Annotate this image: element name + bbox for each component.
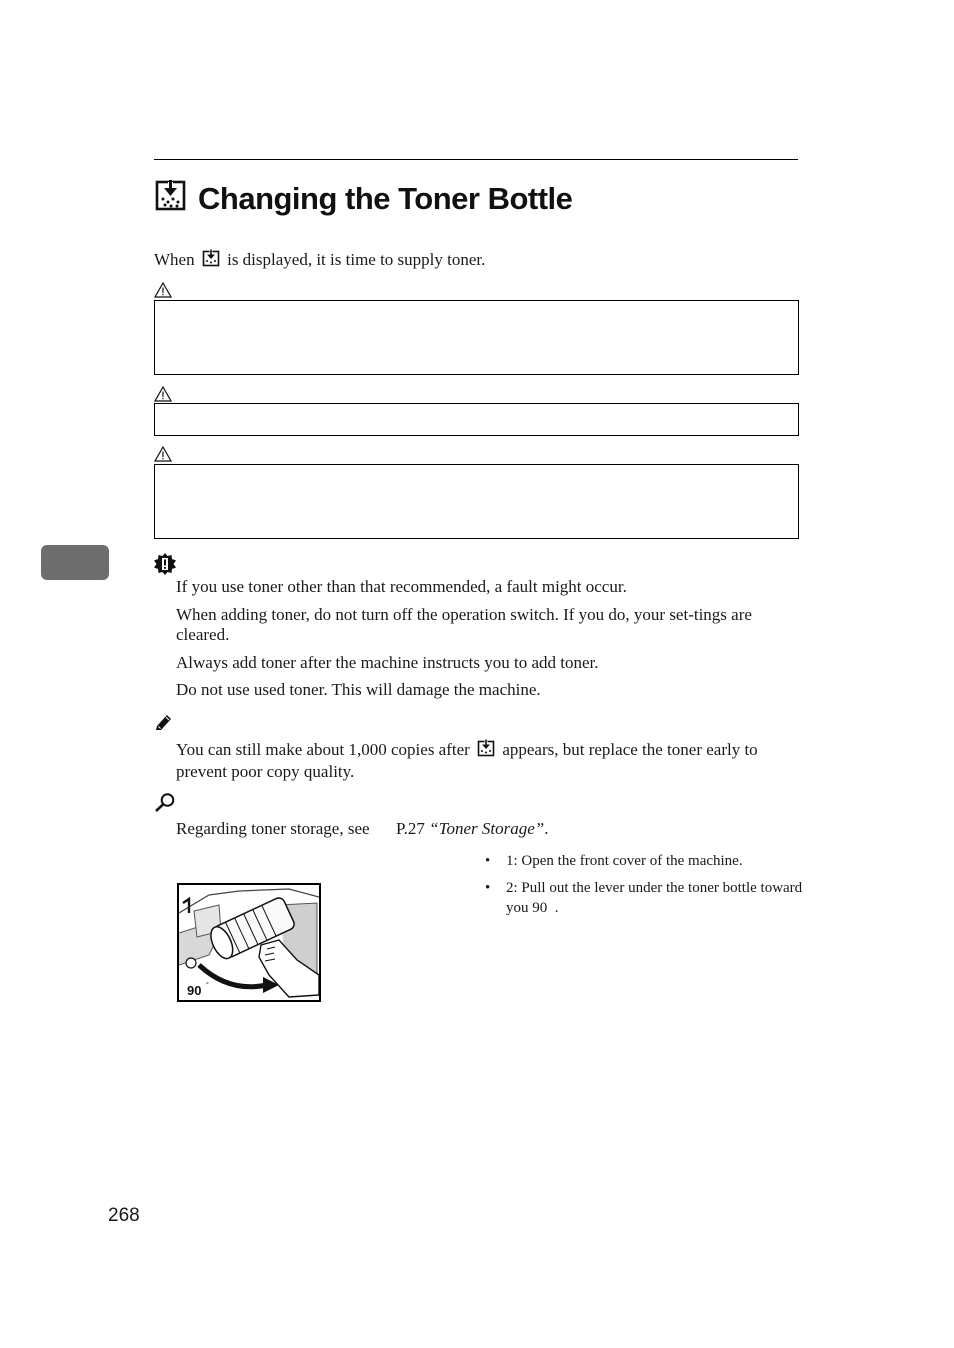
list-item: • 2: Pull out the lever under the toner bottle toward you 90 . [485,880,803,916]
important-item: When adding toner, do not turn off the operation switch. If you do, your set-tings are cleared. [176,605,752,644]
important-item: If you use toner other than that recommended, a fault might occur. [176,577,627,596]
important-item: Always add toner after the machine instructs you to add toner. [176,653,599,672]
intro-text: When is displayed, it is time to supply toner. [154,249,485,272]
important-icon [154,553,176,580]
toner-icon [154,178,188,220]
page-number: 268 [108,1205,140,1226]
warning-box [154,403,799,436]
toner-icon [202,249,220,272]
note-text: You can still make about 1,000 copies after appears, but replace the toner early to prevent poor copy quality. [176,740,758,781]
toner-icon [477,739,495,762]
chapter-tab [41,545,109,580]
reference-text: Regarding toner storage, see P.27 “Toner Storage”. [176,819,549,838]
warning-box [154,464,799,539]
steps-list [485,851,805,925]
list-item: • 1: Open the front cover of the machine. [485,853,743,869]
page-title-text: Changing the Toner Bottle [198,181,573,216]
important-item: Do not use used toner. This will damage the machine. [176,680,541,699]
note-pencil-icon [155,713,173,736]
reference-page[interactable]: P.27 [396,819,425,838]
magnifier-icon [154,792,176,817]
angle-label: 90 [187,983,202,998]
header-rule [154,159,798,160]
toner-bottle-illustration [177,883,321,1002]
svg-text:°: ° [206,982,209,989]
page-title [154,178,572,220]
warning-box [154,300,799,375]
reference-link[interactable]: “Toner Storage” [429,819,545,838]
